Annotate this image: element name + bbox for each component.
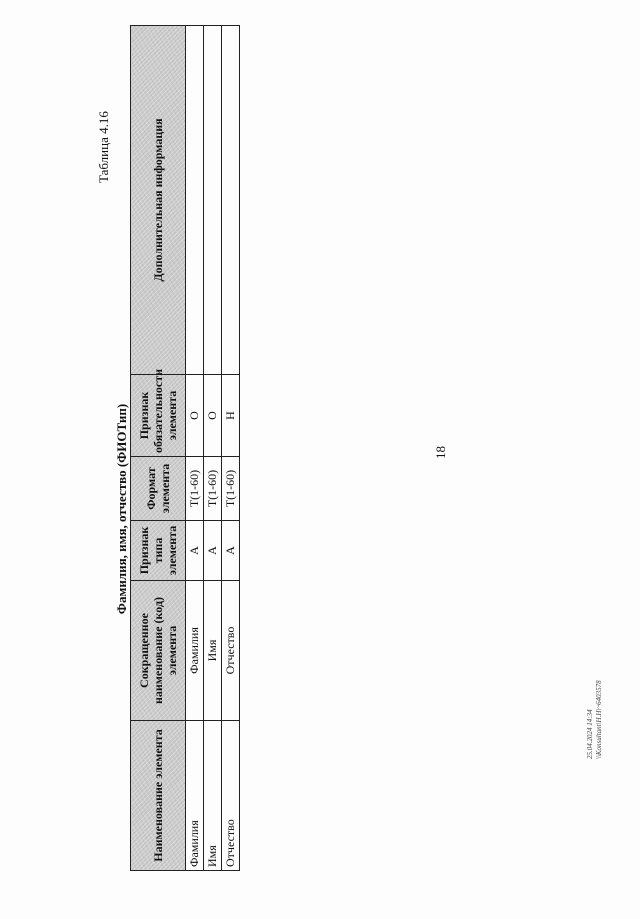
table-row: [222, 26, 240, 871]
cell-code: Отчество: [222, 581, 240, 721]
cell-extra: [204, 26, 222, 375]
table-header-row: [131, 26, 186, 871]
cell-code: Имя: [204, 581, 222, 721]
cell-format: Т(1-60): [204, 457, 222, 521]
header-element-format: Формат элемента: [131, 457, 186, 521]
cell-name: Имя: [204, 721, 222, 871]
cell-extra: [186, 26, 204, 375]
rotated-content: [0, 19, 640, 919]
cell-extra: [222, 26, 240, 375]
cell-required: Н: [222, 375, 240, 457]
table-label: Таблица 4.16: [96, 111, 111, 183]
stamp-date: 25.04.2024 14:34: [586, 709, 594, 759]
cell-format: Т(1-60): [222, 457, 240, 521]
cell-type: А: [204, 521, 222, 581]
table-title: Фамилия, имя, отчество (ФИОТип): [114, 403, 129, 615]
table-row: [186, 26, 204, 871]
cell-type: А: [186, 521, 204, 581]
cell-format: Т(1-60): [186, 457, 204, 521]
cell-name: Отчество: [222, 721, 240, 871]
stamp-path: \\Konsultant\Н.Н\~6403578: [595, 680, 603, 759]
header-extra-info: Дополнительная информация: [131, 26, 186, 375]
page-number: 18: [433, 446, 448, 459]
print-stamp: [586, 680, 604, 759]
cell-required: О: [186, 375, 204, 457]
elements-table: [130, 25, 240, 871]
header-element-required: Признак обязательности элемента: [131, 375, 186, 457]
cell-code: Фамилия: [186, 581, 204, 721]
header-element-name: Наименование элемента: [131, 721, 186, 871]
cell-required: О: [204, 375, 222, 457]
table-row: [204, 26, 222, 871]
header-element-type: Признак типа элемента: [131, 521, 186, 581]
header-element-code: Сокращенное наименование (код) элемента: [131, 581, 186, 721]
cell-name: Фамилия: [186, 721, 204, 871]
cell-type: А: [222, 521, 240, 581]
